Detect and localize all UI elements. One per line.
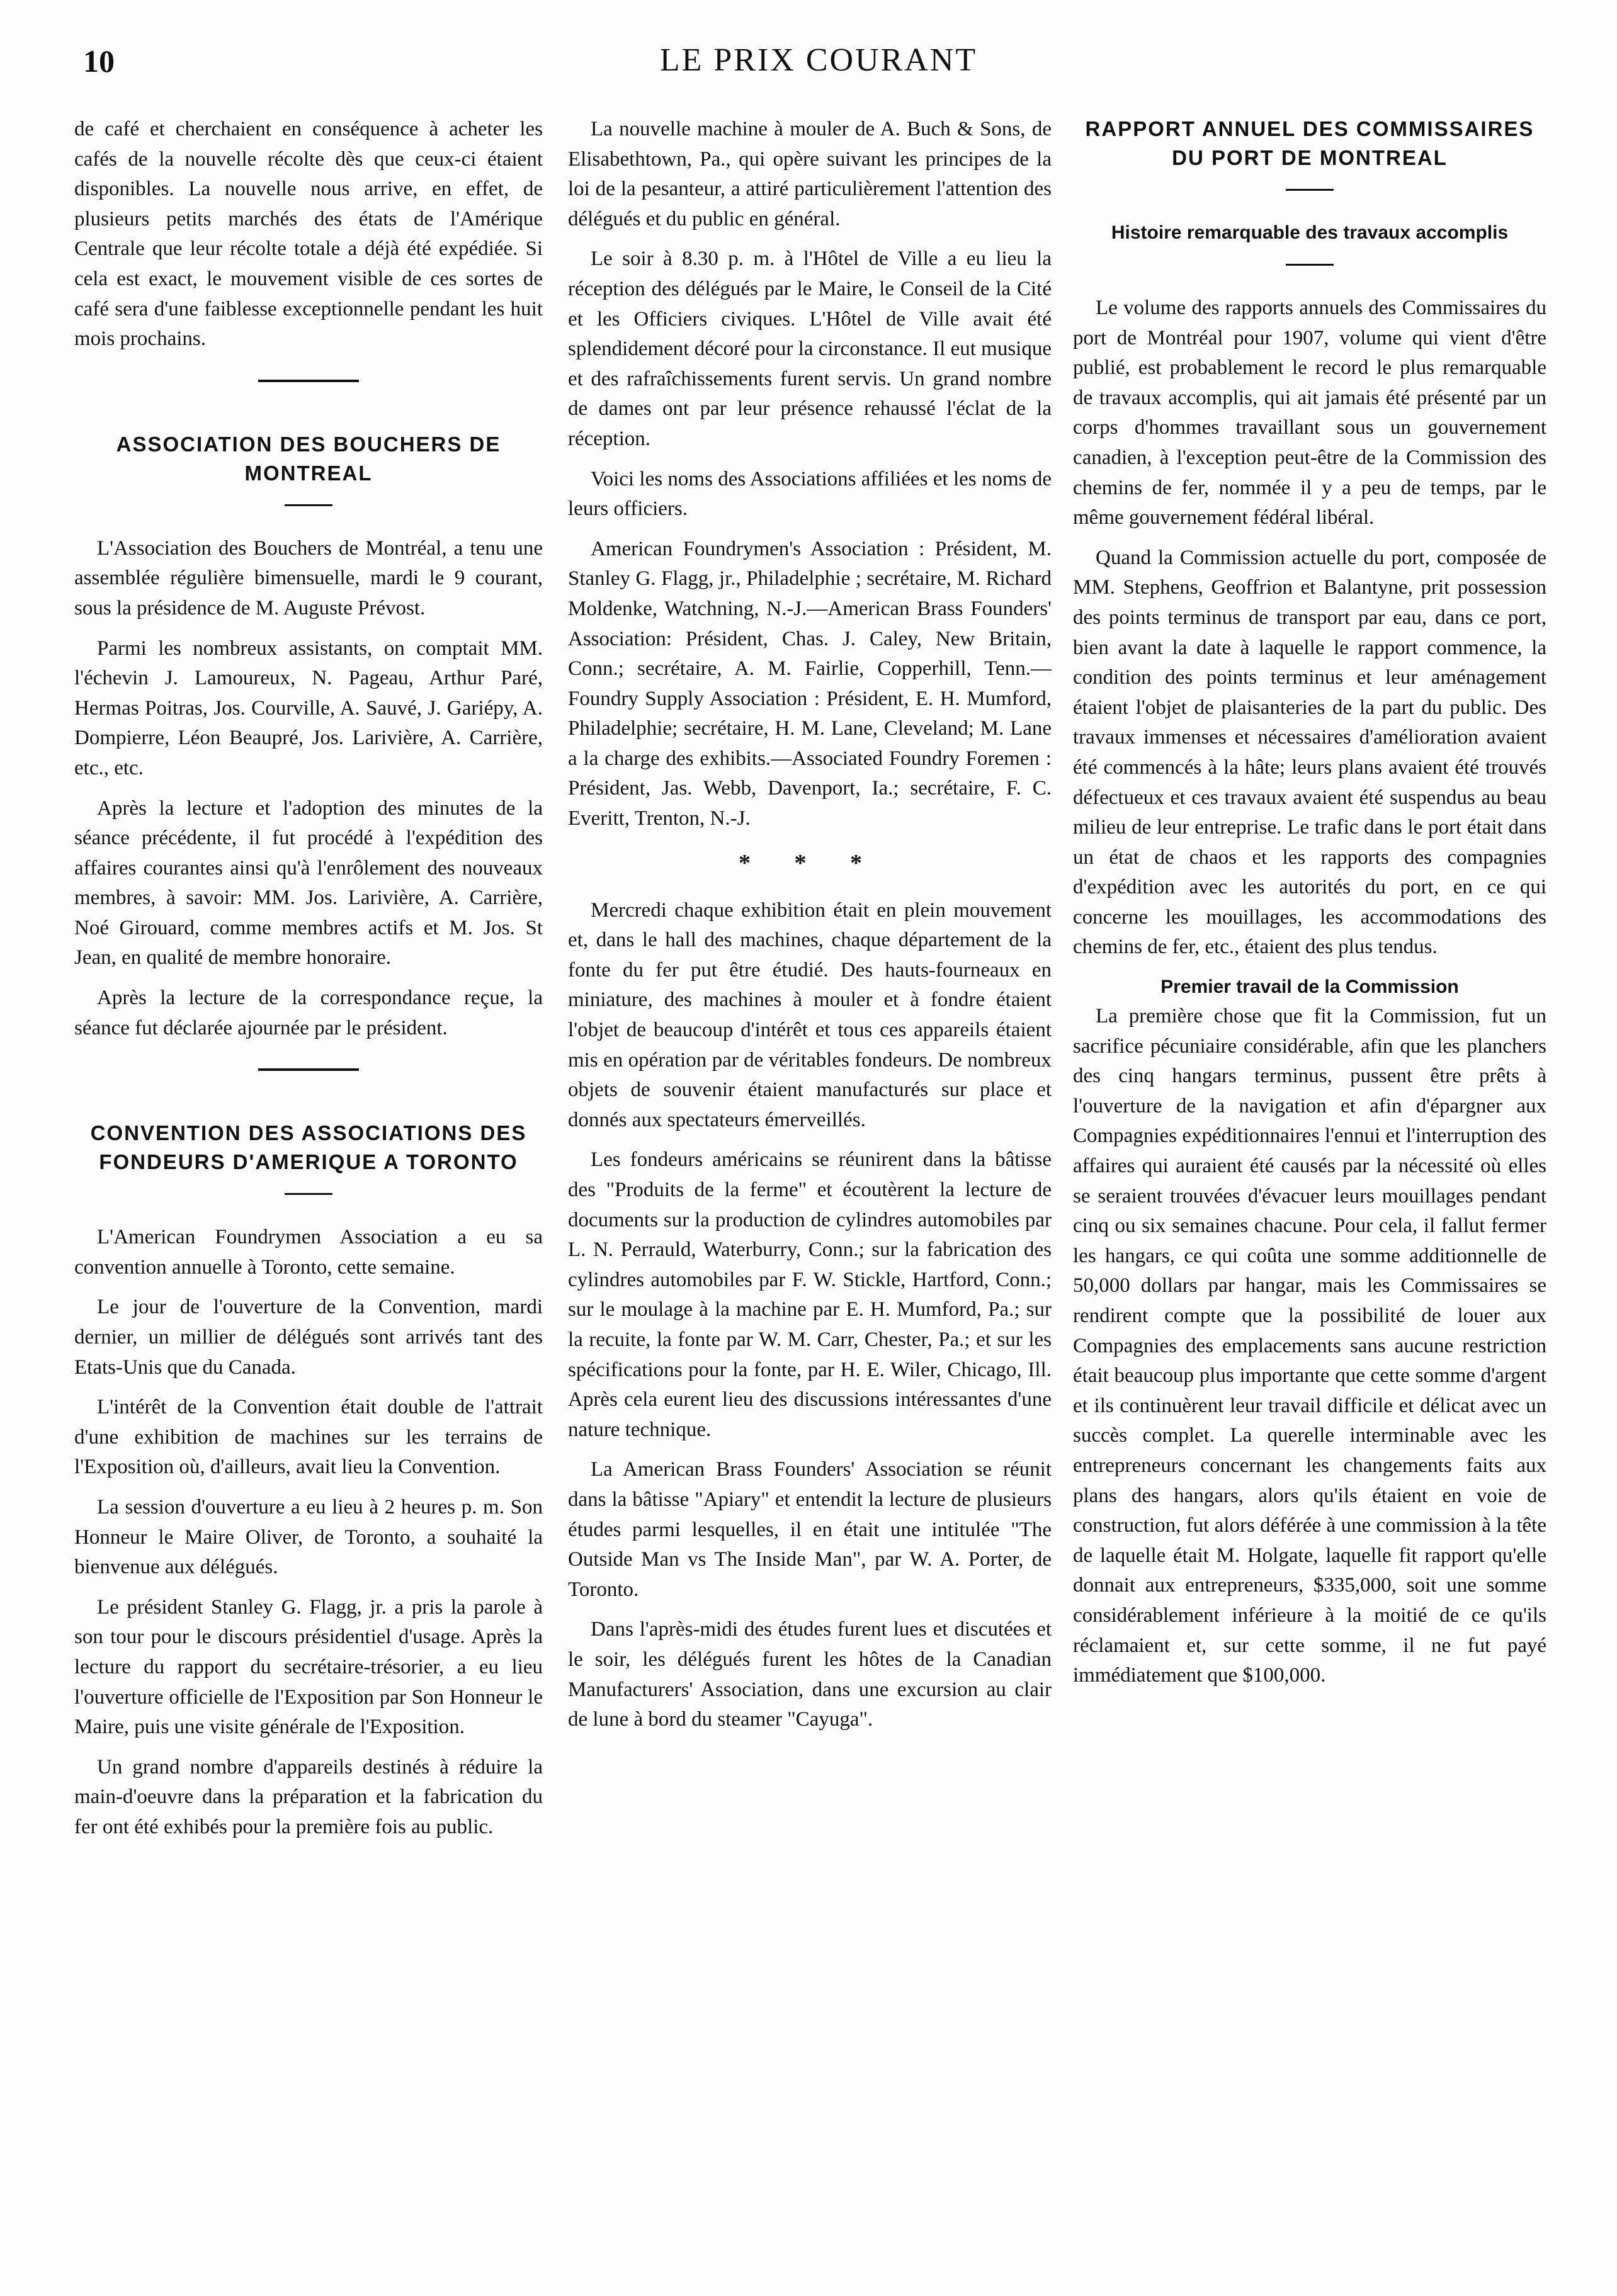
article-paragraph: Le jour de l'ouverture de la Convention, mardi dernier, un millier de délégués sont arrivés tant des Etats-Unis que du Canada. — [74, 1296, 543, 1379]
article-paragraph: L'American Foundrymen Association a eu sa convention annuelle à Toronto, cette semaine. — [74, 1226, 543, 1279]
headline-rule — [285, 504, 332, 506]
article-subheading: Premier travail de la Commission — [1160, 976, 1459, 998]
article-subheading: Histoire remarquable des travaux accomplis — [1111, 222, 1509, 243]
article-paragraph: Dans l'après-midi des études furent lues et discutées et le soir, les délégués furent les hôtes de la Canadian Manufacturers' Association, dans une excursion au clair de lune à bord du steamer "Cayuga". — [568, 1618, 1052, 1731]
continued-paragraph: de café et cherchaient en conséquence à acheter les cafés de la nouvelle récolte dès que ceux-ci étaient disponibles. La nouvelle nous arrive, en effet, de plusieurs petits marchés des états de l'Amérique Centrale que leur récolte totale a déjà été expédiée. Si cela est exact, le mouvement visible de ces sortes de café sera d'une faiblesse exceptionnelle pendant les huit mois prochains. — [74, 118, 543, 351]
article-paragraph: Le président Stanley G. Flagg, jr. a pris la parole à son tour pour le discours présidentiel d'usage. Après la lecture du rapport du secrétaire-trésorier, a eu lieu l'ouverture officielle de l'Exposition par Son Honneur le Maire, puis une visite générale de l'Exposition. — [74, 1595, 543, 1739]
subheading-rule — [1286, 264, 1334, 266]
article-paragraph: Parmi les nombreux assistants, on comptait MM. l'échevin J. Lamoureux, N. Pageau, Arthur Paré, Hermas Poitras, Jos. Courville, A. Sauvé, J. Gariépy, A. Dompierre, Léon Beaupré, Jos. Larivière, A. Carrière, etc., etc. — [74, 636, 543, 779]
article-paragraph: American Foundrymen's Association : Président, M. Stanley G. Flagg, jr., Philadelphie ; secrétaire, M. Richard Moldenke, Watchning, N.-J.—American Brass Founders' Association: Président, Chas. J. Caley, New Britain, Conn.; secrétaire, A. M. Fairlie, Copperhill, Tenn.—Foundry Supply Association : Président, E. H. Mumford, Philadelphie; secrétaire, H. M. Lane, Cleveland; M. Lane a la charge des exhibits.—Associated Foundry Foremen : Président, Jas. Webb, Davenport, Ia.; secrétaire, F. C. Everitt, Trenton, N.-J. — [568, 537, 1052, 830]
article-headline-port: RAPPORT ANNUEL DES COMMISSAIRES DU PORT DE MONTREAL — [1085, 117, 1535, 169]
article-paragraph: Mercredi chaque exhibition était en plein mouvement et, dans le hall des machines, chaque département de la fonte du fer put être étudié. Des hauts-fourneaux en miniature, des machines à mouler et à fondre étaient l'objet de beaucoup d'intérêt et tous ces appareils étaient mis en opération par de véritables fondeurs. De nombreux objets de souvenir étaient manufacturés sur place et donnés aux spectateurs émerveillés. — [568, 898, 1052, 1131]
column-1 — [74, 115, 543, 2268]
column-3 — [1073, 115, 1546, 2268]
article-headline-bouchers: ASSOCIATION DES BOUCHERS DE MONTREAL — [116, 432, 501, 485]
article-paragraph: La première chose que fit la Commission, fut un sacrifice pécuniaire considérable, afin que les planchers des cinq hangars terminus, pussent être prêts à l'ouverture de la navigation et afin d'épargner aux Compagnies expéditionnaires l'ennui et l'interruption des affaires qui auraient été causés par la nécessité où elles se seraient trouvées d'évacuer leurs mouillages pendant cinq ou six semaines chacune. Pour cela, il fallut fermer les hangars, ce qui coûta une somme additionnelle de 50,000 dollars par hangar, mais les Commissaires se rendirent compte que la possibilité de louer aux Compagnies des emplacements sans aucune restriction était beaucoup plus importante que cette somme d'argent et ils continuèrent leur travail difficile et délicat avec un succès complet. La querelle interminable avec les entrepreneurs concernant les changements faits aux plans des hangars, alors qu'ils étaient en voie de construction, fut alors déférée à une commission à la tête de laquelle était M. Holgate, laquelle fit rapport qu'elle donnait aux entrepreneurs, $335,000, soit une somme considérablement inférieure à la moitié de ce qu'ils réclamaient et, sur cette somme, il ne fut payé immédiatement que $100,000. — [1073, 1005, 1546, 1687]
article-paragraph: Le soir à 8.30 p. m. à l'Hôtel de Ville a eu lieu la réception des délégués par le Maire, le Conseil de la Cité et les Officiers civiques. L'Hôtel de Ville avait été splendidement décoré pour la circonstance. Il eut musique et des rafraîchissements furent servis. Un grand nombre de dames ont par leur présence rehaussé l'éclat de la réception. — [568, 247, 1052, 450]
article-headline-convention: CONVENTION DES ASSOCIATIONS DES FONDEURS D'AMERIQUE A TORONTO — [90, 1121, 527, 1174]
headline-rule — [285, 1193, 332, 1195]
page-number: 10 — [83, 43, 115, 79]
article-paragraph: La nouvelle machine à mouler de A. Buch & Sons, de Elisabethtown, Pa., qui opère suivant les principes de la loi de la pesanteur, a attiré particulièrement l'attention des délégués et du public en général. — [568, 118, 1052, 230]
section-divider — [258, 380, 359, 382]
article-paragraph: Voici les noms des Associations affiliées et les noms de leurs officiers. — [568, 467, 1052, 521]
running-head-title: LE PRIX COURANT — [659, 42, 978, 78]
article-paragraph: Le volume des rapports annuels des Commissaires du port de Montréal pour 1907, volume qui vient d'être publié, est probablement le record le plus remarquable de travaux accomplis, qui ait jamais été présenté par un corps d'hommes travaillant sous un gouvernement canadien, à l'exception peut-être de la Commission des chemins de fer, nommée il y a peu de temps, par le même gouvernement fédéral libéral. — [1073, 297, 1546, 529]
article-paragraph: L'intérêt de la Convention était double de l'attrait d'une exhibition de machines sur les terrains de l'Exposition où, d'ailleurs, avait lieu la Convention. — [74, 1396, 543, 1479]
asterisk-separator: * * * — [739, 849, 881, 876]
section-divider — [258, 1068, 359, 1071]
article-paragraph: Après la lecture et l'adoption des minutes de la séance précédente, il fut procédé à l'expédition des affaires courantes ainsi qu'à l'enrôlement des nouveaux membres, à savoir: MM. Jos. Larivière, A. Carrière, Noé Girouard, comme membres actifs et M. Jos. St Jean, en qualité de membre honoraire. — [74, 796, 543, 970]
article-paragraph: Un grand nombre d'appareils destinés à réduire la main-d'oeuvre dans la préparation et la fabrication du fer ont été exhibés pour la première fois au public. — [74, 1755, 543, 1838]
article-paragraph: Après la lecture de la correspondance reçue, la séance fut déclarée ajournée par le président. — [74, 987, 543, 1039]
article-paragraph: Les fondeurs américains se réunirent dans la bâtisse des "Produits de la ferme" et écoutèrent la lecture de documents sur la production de cylindres automobiles par L. N. Perrauld, Waterburry, Conn.; sur la fabrication des cylindres automobiles par F. W. Stickle, Hartford, Conn.; sur le moulage à la machine par E. H. Mumford, Pa.; sur la recuite, la fonte par W. M. Carr, Chester, Pa.; et sur les spécifications pour la fonte, par H. E. Wiler, Chicago, Ill. Après cela eurent lieu des discussions intéressantes d'une nature technique. — [568, 1148, 1052, 1441]
column-2 — [568, 115, 1052, 2268]
article-paragraph: La American Brass Founders' Association se réunit dans la bâtisse "Apiary" et entendit la lecture de plusieurs études parmi lesquelles, il en était une intitulée "The Outside Man vs The Inside Man", par W. A. Porter, de Toronto. — [568, 1458, 1052, 1601]
headline-rule — [1286, 189, 1334, 191]
article-paragraph: Quand la Commission actuelle du port, composée de MM. Stephens, Geoffrion et Balantyne, prit possession des points terminus de transport par eau, dans ce port, bien avant la date à laquelle le rapport commence, la condition des points terminus et leur aménagement étaient l'objet de plaisanteries de la part du public. Des travaux immenses et nécessaires d'amélioration avaient été commencés à la hâte; leurs plans avaient été trouvés défectueux et ces travaux avaient été suspendus au beau milieu de leur entreprise. Le trafic dans le port était dans un état de chaos et les rapports des compagnies d'expédition avec les autorités du port, en ce qui concerne les mouillages, les accommodations des chemins de fer, etc., étaient des plus tendus. — [1073, 546, 1546, 959]
article-paragraph: La session d'ouverture a eu lieu à 2 heures p. m. Son Honneur le Maire Oliver, de Toronto, a souhaité la bienvenue aux délégués. — [74, 1496, 543, 1579]
article-paragraph: L'Association des Bouchers de Montréal, a tenu une assemblée régulière bimensuelle, mardi le 9 courant, sous la présidence de M. Auguste Prévost. — [74, 536, 543, 619]
